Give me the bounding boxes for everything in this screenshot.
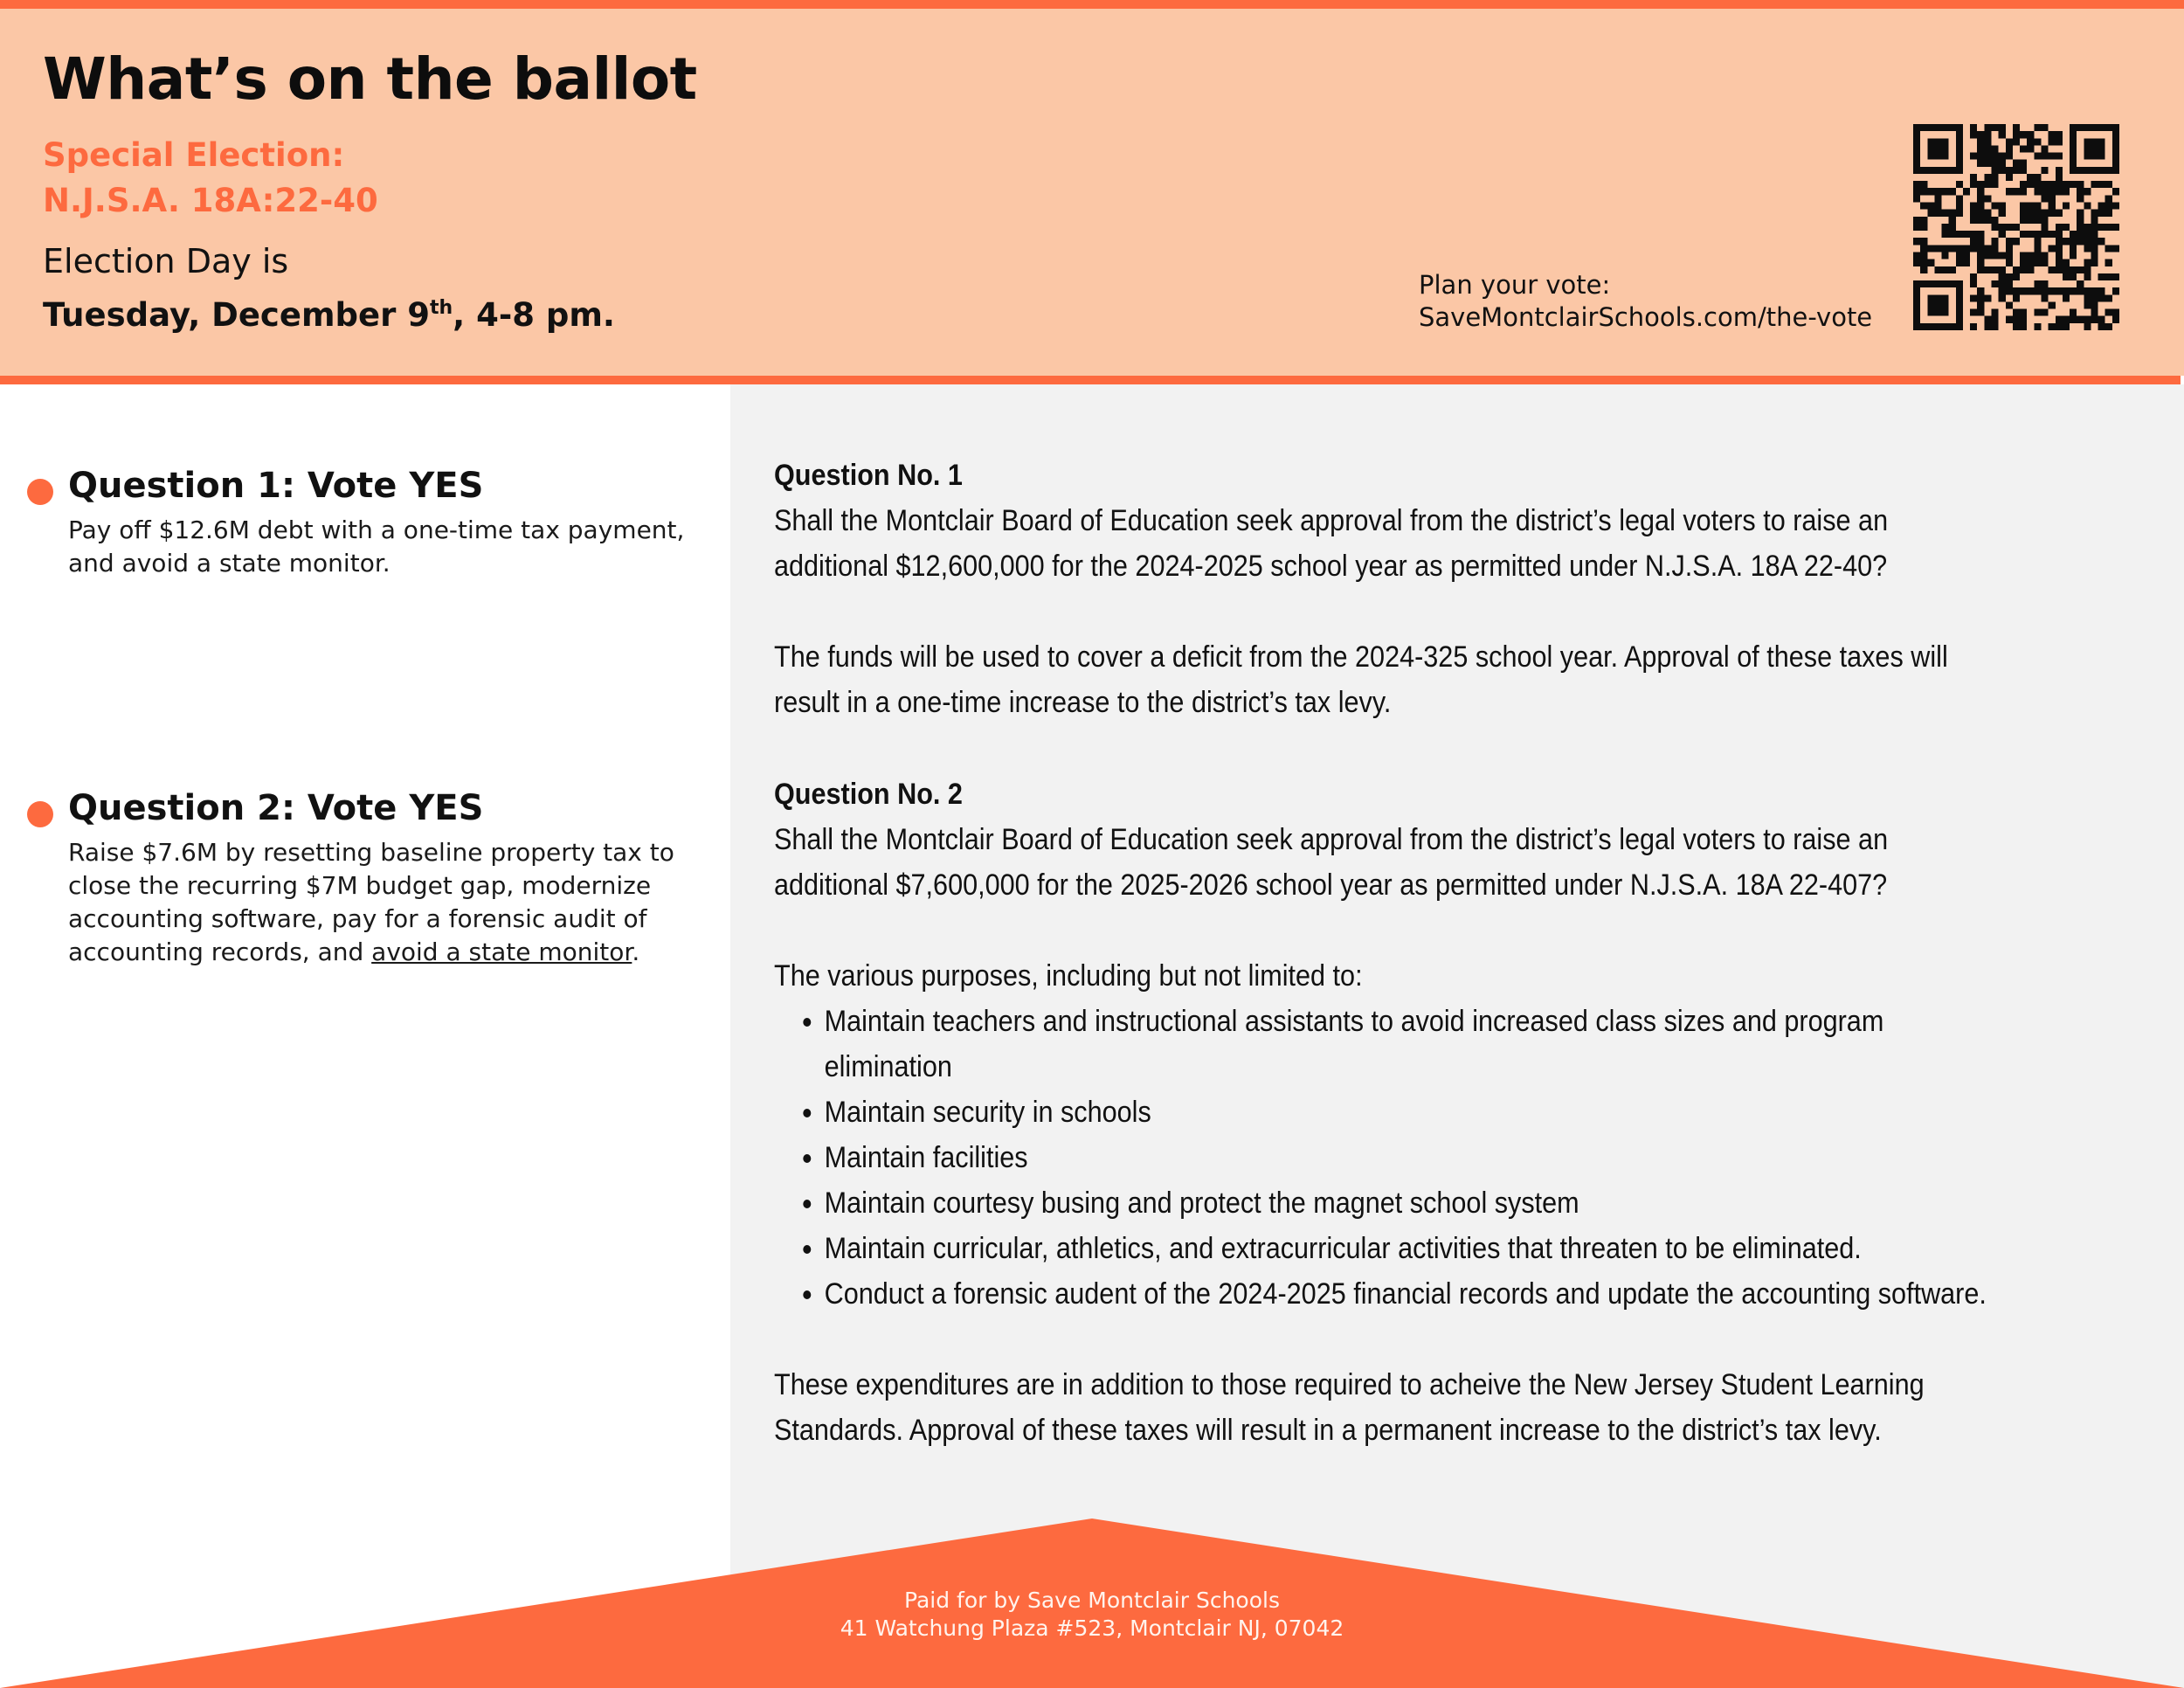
- question-1-description: [68, 514, 697, 580]
- special-election-line: Special Election:: [43, 136, 345, 174]
- election-date-weekday: Tuesday, December 9: [43, 296, 430, 334]
- question-2-text-line: close the recurring $7M budget gap, modernize: [68, 871, 652, 900]
- page-title: What’s on the ballot: [43, 45, 697, 113]
- question-1-heading: Question No. 1: [774, 459, 963, 492]
- ballot-text-line: The funds will be used to cover a deficit from the 2024-325 school year. Approval of these taxes will: [774, 640, 1948, 674]
- ballot-text-line: result in a one-time increase to the district’s tax levy.: [774, 686, 1392, 719]
- question-1-text-line: Pay off $12.6M debt with a one-time tax payment,: [68, 515, 685, 544]
- election-date-suffix: th: [429, 297, 453, 319]
- question-1-text-line: and avoid a state monitor.: [68, 549, 390, 578]
- election-date: [43, 285, 615, 339]
- closing-text-line: These expenditures are in addition to those required to acheive the New Jersey Student Learning: [774, 1368, 1925, 1401]
- question-1-title: Question 1: Vote YES: [68, 466, 484, 506]
- disclaimer-address: 41 Watchung Plaza #523, Montclair NJ, 07042: [840, 1615, 1344, 1641]
- question-1-summary: [27, 460, 691, 591]
- question-2-text-line: accounting software, pay for a forensic audit of: [68, 904, 647, 933]
- closing-text-line: Standards. Approval of these taxes will result in a permanent increase to the district’s tax levy.: [774, 1414, 1882, 1447]
- header-divider: [0, 376, 2181, 384]
- ballot-text-line: Shall the Montclair Board of Education seek approval from the district’s legal voters to raise an: [774, 504, 1889, 537]
- ballot-text-line: additional $12,600,000 for the 2024-2025 school year as permitted under N.J.S.A. 18A 22-40?: [774, 550, 1888, 583]
- purposes-intro: The various purposes, including but not limited to:: [774, 959, 1363, 993]
- question-2-text-line: [68, 936, 697, 969]
- purpose-item: [825, 999, 2024, 1090]
- bullet-dot-icon: [27, 801, 53, 827]
- plan-url-link[interactable]: SaveMontclairSchools.com/the-vote: [1419, 302, 1873, 332]
- purpose-item: • Maintain security in schools: [825, 1090, 2024, 1135]
- disclaimer-line: Paid for by Save Montclair Schools: [904, 1588, 1280, 1613]
- bullet-dot-icon: [27, 479, 53, 505]
- question-2-text-line: Raise $7.6M by resetting baseline property tax to: [68, 838, 674, 867]
- purposes-list: [774, 999, 2024, 1317]
- paid-for-disclaimer: [0, 1587, 2184, 1643]
- plan-label: Plan your vote:: [1419, 270, 1611, 300]
- special-election-label: [43, 133, 378, 224]
- election-day-label: Election Day is: [43, 242, 289, 280]
- qr-code-icon[interactable]: [1913, 124, 2119, 330]
- purpose-item: • Conduct a forensic audent of the 2024-2025 financial records and update the accounting software.: [825, 1271, 2024, 1317]
- question-2-description: [68, 836, 697, 969]
- question-2-ballot-text: [774, 771, 2024, 1453]
- question-1-ballot-text: [774, 453, 2024, 725]
- question-2-text-fragment: .: [632, 937, 640, 966]
- purpose-item: • Maintain curricular, athletics, and extracurricular activities that threaten to be eliminated.: [825, 1226, 2024, 1271]
- purpose-item-text: elimination: [824, 1050, 952, 1083]
- ballot-text-line: Shall the Montclair Board of Education seek approval from the district’s legal voters to raise an: [774, 823, 1889, 856]
- election-date-time: , 4-8 pm.: [453, 296, 615, 334]
- purpose-item: • Maintain courtesy busing and protect the magnet school system: [825, 1180, 2024, 1226]
- avoid-state-monitor-link[interactable]: avoid a state monitor: [371, 937, 632, 966]
- ballot-text-line: additional $7,600,000 for the 2025-2026 school year as permitted under N.J.S.A. 18A 22-407?: [774, 868, 1888, 902]
- statute-reference: N.J.S.A. 18A:22-40: [43, 182, 378, 219]
- question-2-text-fragment: accounting records, and: [68, 937, 372, 966]
- top-accent-line: [0, 0, 2184, 9]
- question-2-summary: [27, 782, 691, 983]
- question-2-title: Question 2: Vote YES: [68, 788, 484, 828]
- question-2-heading: Question No. 2: [774, 778, 963, 811]
- plan-your-vote: [1419, 269, 1872, 334]
- purpose-item-text: Maintain teachers and instructional assistants to avoid increased class sizes and program: [824, 1005, 1884, 1038]
- election-day-block: [43, 238, 615, 339]
- purpose-item: • Maintain facilities: [825, 1135, 2024, 1180]
